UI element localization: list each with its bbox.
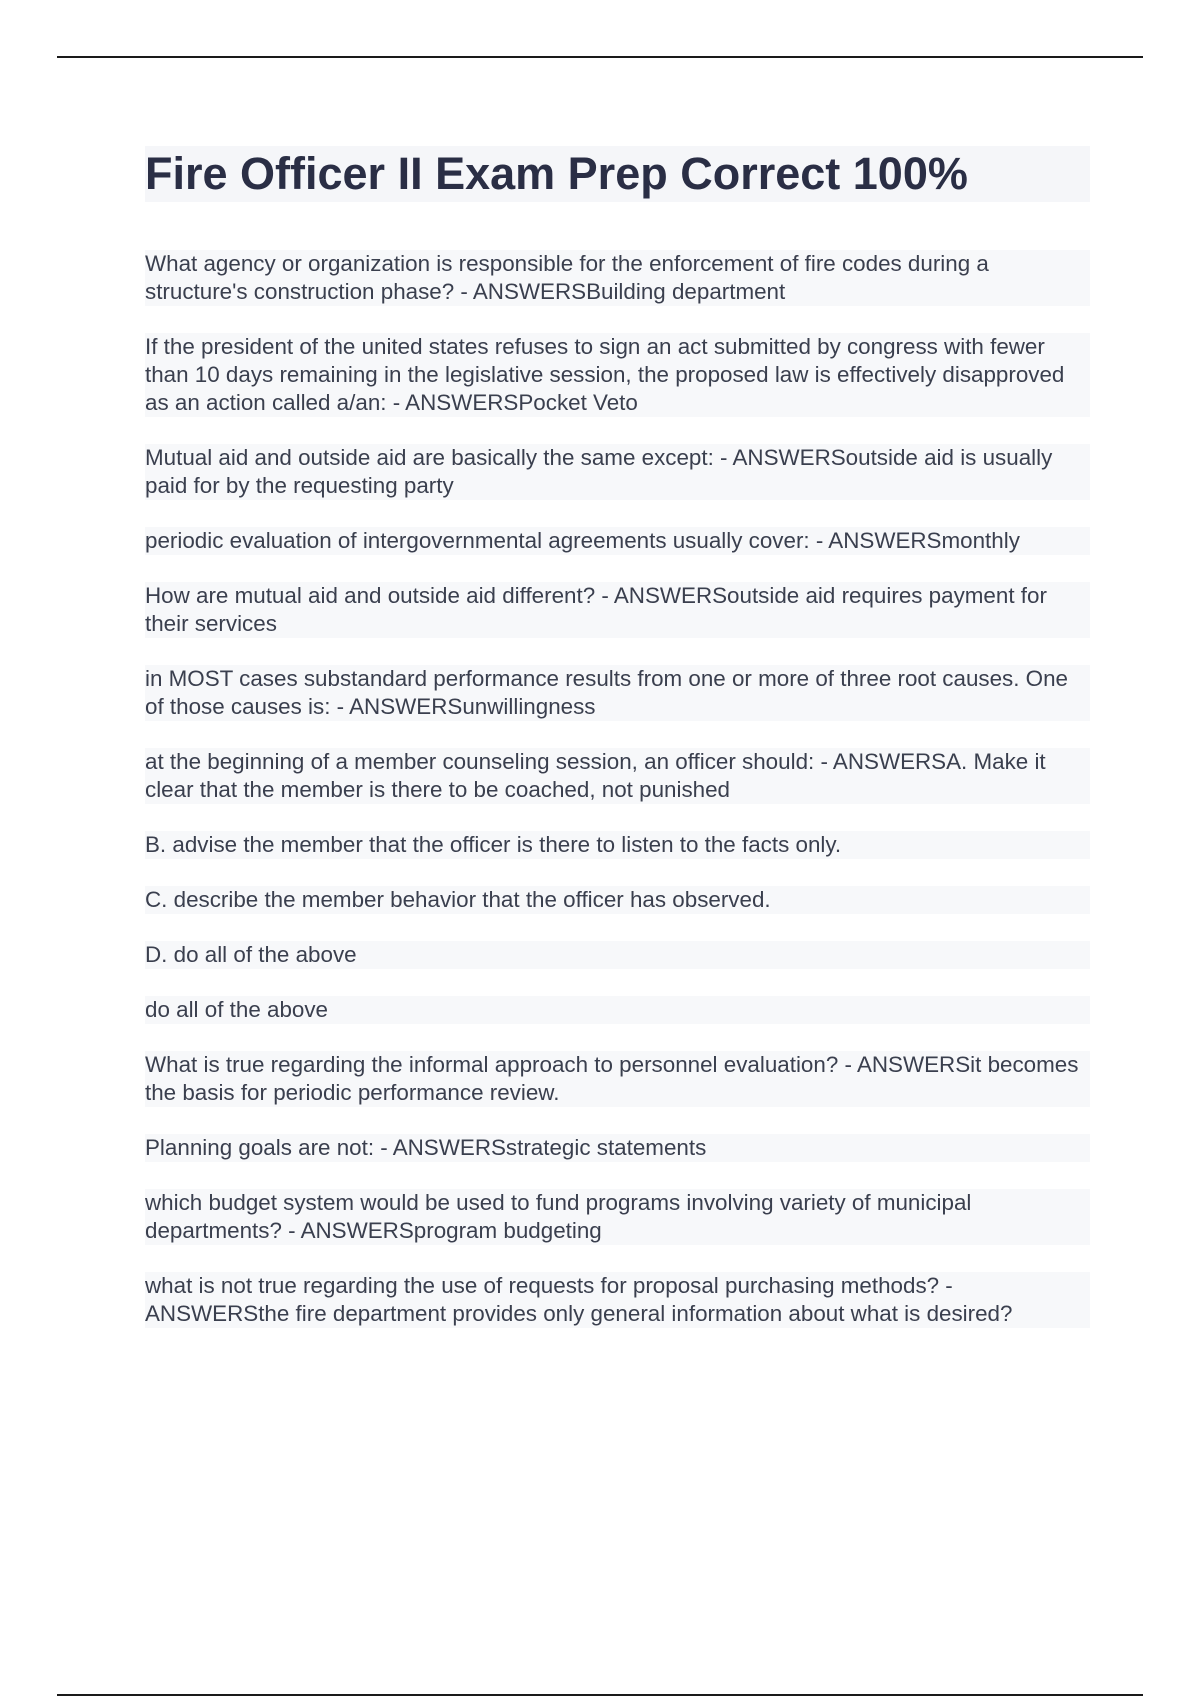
qa-entry: Planning goals are not: - ANSWERSstrategic statements [145,1134,1090,1162]
top-rule [57,56,1143,58]
qa-entry: What is true regarding the informal approach to personnel evaluation? - ANSWERSit becomes the basis for periodic performance review. [145,1051,1090,1107]
qa-entry: which budget system would be used to fund programs involving variety of municipal departments? - ANSWERSprogram budgeting [145,1189,1090,1245]
qa-entry: in MOST cases substandard performance results from one or more of three root causes. One of those causes is: - ANSWERSunwillingness [145,665,1090,721]
qa-entry: How are mutual aid and outside aid different? - ANSWERSoutside aid requires payment for their services [145,582,1090,638]
qa-entry: C. describe the member behavior that the officer has observed. [145,886,1090,914]
qa-entry: at the beginning of a member counseling session, an officer should: - ANSWERSA. Make it clear that the member is there to be coached, not punished [145,748,1090,804]
qa-entry: D. do all of the above [145,941,1090,969]
qa-entry: What agency or organization is responsible for the enforcement of fire codes during a structure's construction phase? - ANSWERSBuilding department [145,250,1090,306]
title-block [145,146,1090,202]
document-body [145,146,1090,1328]
qa-list [145,250,1090,1328]
page-title: Fire Officer II Exam Prep Correct 100% [145,148,968,199]
qa-entry: periodic evaluation of intergovernmental agreements usually cover: - ANSWERSmonthly [145,527,1090,555]
qa-entry: what is not true regarding the use of requests for proposal purchasing methods? - ANSWERSthe fire department provides only general information about what is desired? [145,1272,1090,1328]
bottom-rule [57,1694,1143,1696]
qa-entry: Mutual aid and outside aid are basically the same except: - ANSWERSoutside aid is usually paid for by the requesting party [145,444,1090,500]
qa-entry: B. advise the member that the officer is there to listen to the facts only. [145,831,1090,859]
qa-entry: If the president of the united states refuses to sign an act submitted by congress with fewer than 10 days remaining in the legislative session, the proposed law is effectively disapproved as an action called a/an: - ANSWERSPocket Veto [145,333,1090,417]
qa-entry: do all of the above [145,996,1090,1024]
